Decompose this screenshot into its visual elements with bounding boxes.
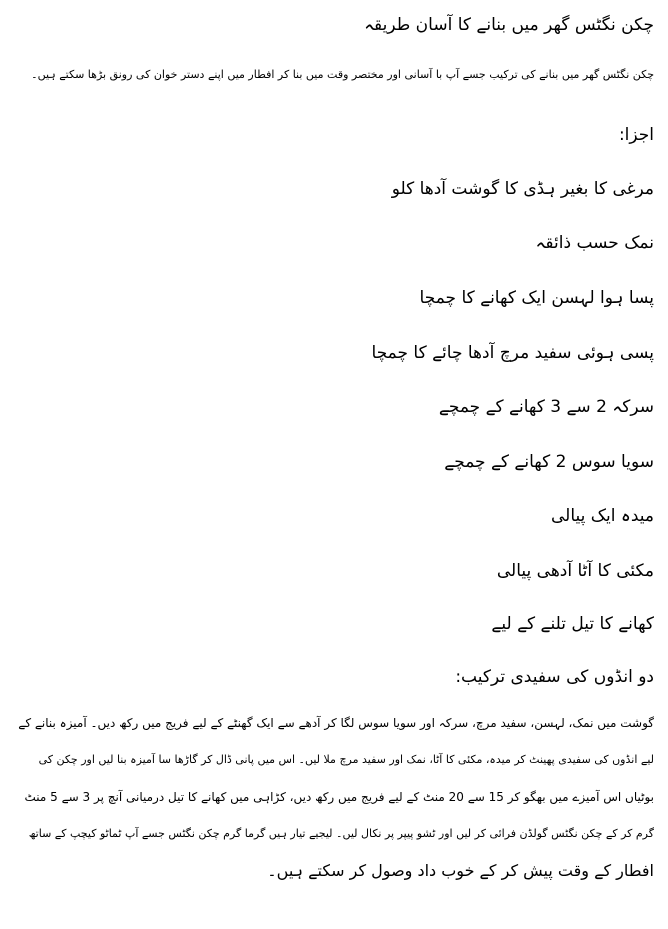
ingredient-item: سرکہ 2 سے 3 کھانے کے چمچے: [438, 397, 654, 417]
method-heading: دو انڈوں کی سفیدی ترکیب:: [455, 667, 654, 687]
ingredient-item: میدہ ایک پیالی: [551, 506, 654, 526]
page-title: چکن نگٹس گھر میں بنانے کا آسان طریقہ: [364, 15, 654, 35]
method-line: گوشت میں نمک، لہسن، سفید مرچ، سرکہ اور سویا سوس لگا کر آدھے سے ایک گھنٹے کے لیے فریج میں رکھ دیں۔ آمیزہ بنانے کے: [18, 716, 654, 730]
method-paragraph: [14, 712, 654, 897]
ingredient-item: مرغی کا بغیر ہڈی کا گوشت آدھا کلو: [391, 179, 654, 199]
method-line: لیے انڈوں کی سفیدی پھینٹ کر میدہ، مکئی کا آٹا، نمک اور سفید مرچ ملا لیں۔ اس میں پانی ڈال کر گاڑھا سا آمیزہ بنا لیں اور چکن کی: [38, 753, 654, 766]
ingredients-heading: اجزا:: [618, 125, 654, 145]
ingredient-item: پسی ہوئی سفید مرچ آدھا چائے کا چمچا: [371, 343, 654, 363]
method-line: گرم کر کے چکن نگٹس گولڈن فرائی کر لیں اور ٹشو پیپر پر نکال لیں۔ لیجیے تیار ہیں گرما گرم چکن نگٹس جسے آپ ٹماٹو کیچپ کے ساتھ: [28, 827, 654, 840]
ingredient-item: پسا ہوا لہسن ایک کھانے کا چمچا: [419, 288, 654, 308]
intro-text: چکن نگٹس گھر میں بنانے کی ترکیب جسے آپ با آسانی اور مختصر وقت میں بنا کر افطار میں اپنے دستر خوان کی رونق بڑھا سکتے ہیں۔: [31, 68, 654, 81]
method-line: بوٹیاں اس آمیزے میں بھگو کر 15 سے 20 منٹ کے لیے فریج میں رکھ دیں، کڑاہی میں کھانے کا تیل درمیانی آنچ پر 3 سے 5 منٹ: [24, 790, 654, 804]
ingredient-item: کھانے کا تیل تلنے کے لیے: [491, 614, 654, 634]
ingredient-item: مکئی کا آٹا آدھی پیالی: [496, 561, 654, 581]
ingredient-item: سویا سوس 2 کھانے کے چمچے: [444, 452, 654, 472]
ingredient-item: نمک حسب ذائقہ: [535, 233, 654, 253]
method-line: افطار کے وقت پیش کر کے خوب داد وصول کر سکتے ہیں۔: [267, 861, 654, 880]
